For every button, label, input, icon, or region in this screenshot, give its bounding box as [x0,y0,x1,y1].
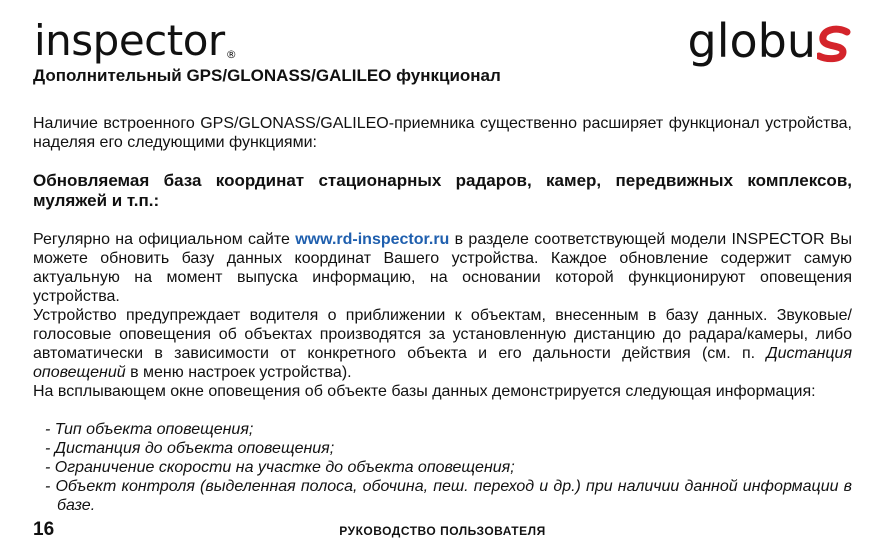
update-text-end: в разделе соответствующей модели INSPECTOR Вы можете обновить базу данных координат Вашего устройства. Каждое обновление содержит самую актуальную на момент выпуска информацию, на основании которой функционируют оповещения устройства. [33,231,852,305]
globus-logo [687,14,851,68]
info-list [33,420,852,515]
section-title: Дополнительный GPS/GLONASS/GALILEO функционал [33,66,501,85]
inspector-logo [34,16,237,65]
warning-distance-setting: Дистанция оповещений [33,345,852,381]
main-content [33,114,852,515]
warning-text-end: в меню настроек устройства). [125,364,352,381]
registered-mark: ® [225,48,237,61]
database-subheading: Обновляемая база координат стационарных радаров, камер, передвижных комплексов, муляжей и т.п.: [33,171,852,210]
popup-paragraph: На всплывающем окне оповещения об объекте базы данных демонстрируется следующая информация: [33,383,816,400]
update-paragraph [33,230,852,306]
website-link[interactable]: www.rd-inspector.ru [295,231,450,248]
update-text-start: Регулярно на официальном сайте [33,231,296,248]
warning-paragraph [33,306,852,382]
list-item: - Ограничение скорости на участке до объекта оповещения; [45,459,515,476]
list-item: - Объект контроля (выделенная полоса, обочина, пеш. переход и др.) при наличии данной информации в базе. [45,478,852,514]
intro-paragraph: Наличие встроенного GPS/GLONASS/GALILEO-приемника существенно расширяет функционал устройства, наделяя его следующими функциями: [33,115,852,151]
list-item: - Дистанция до объекта оповещения; [45,440,335,457]
warning-text-start: Устройство предупреждает водителя о приближении к объектам, внесенным в базу данных. Звуковые/голосовые оповещения об объектах производятся за установленную дистанцию до радара/камеры, либо автоматически в зависимости от конкретного объекта и его дальности действия (см. п. [33,307,852,362]
globus-logo-text: globu [687,14,816,68]
footer-title: РУКОВОДСТВО ПОЛЬЗОВАТЕЛЯ [339,524,546,538]
globus-s-swoosh-icon [817,24,851,64]
inspector-logo-text: inspector [34,16,225,65]
list-item: - Тип объекта оповещения; [45,421,254,438]
page-number: 16 [33,519,55,540]
